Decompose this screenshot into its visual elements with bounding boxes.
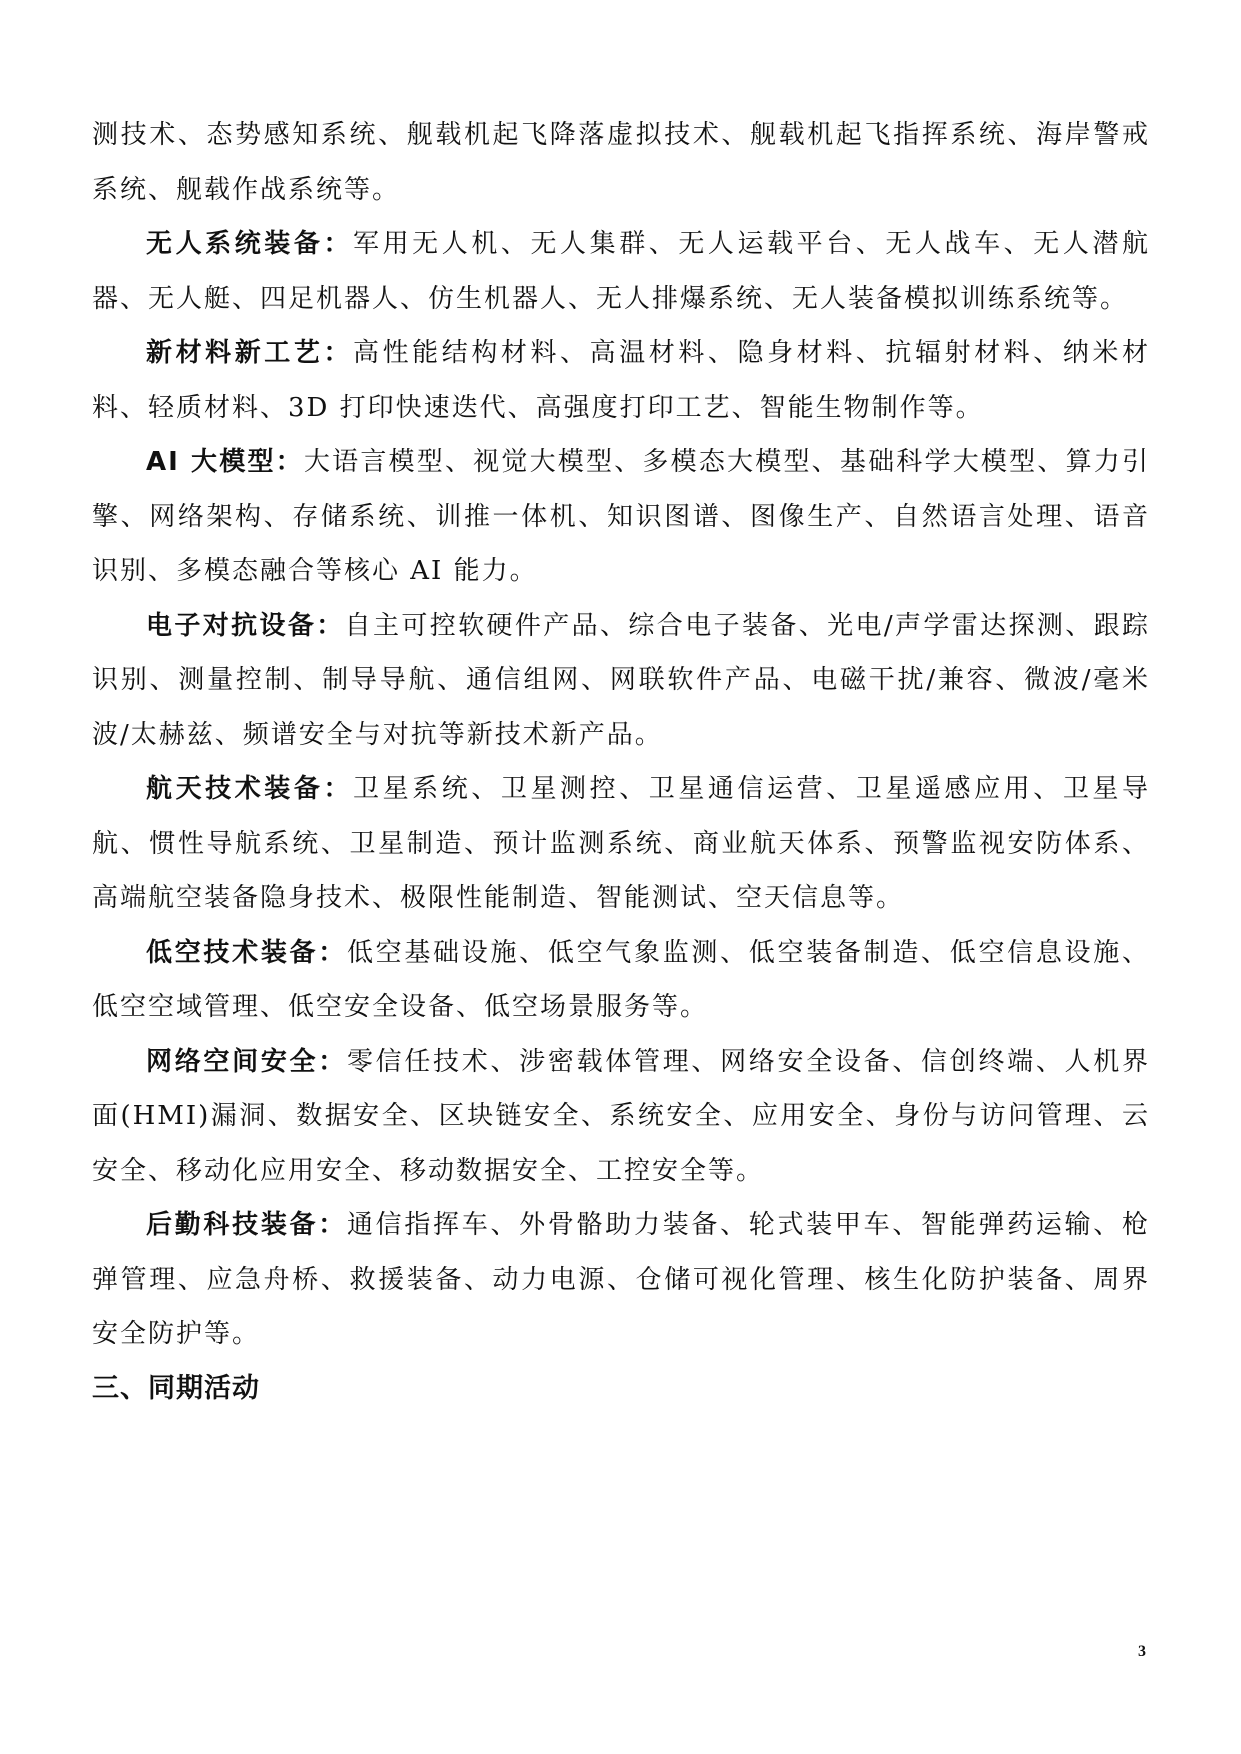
paragraph-lead: 网络空间安全： bbox=[146, 1046, 347, 1077]
paragraph-ai-models bbox=[92, 435, 1150, 599]
paragraph-aerospace bbox=[92, 762, 1150, 926]
paragraph-text: 零信任技术、涉密载体管理、网络安全设备、信创终端、人机界面(HMI)漏洞、数据安全、区块链安全、系统安全、应用安全、身份与访问管理、云安全、移动化应用安全、移动数据安全、工控安全等。 bbox=[92, 1046, 1150, 1186]
paragraph-low-altitude bbox=[92, 926, 1150, 1035]
paragraph-text: 通信指挥车、外骨骼助力装备、轮式装甲车、智能弹药运输、枪弹管理、应急舟桥、救援装备、动力电源、仓储可视化管理、核生化防护装备、周界安全防护等。 bbox=[92, 1210, 1150, 1349]
paragraph-logistics bbox=[92, 1198, 1150, 1362]
paragraph-lead: 航天技术装备： bbox=[146, 774, 354, 804]
paragraph-lead: 新材料新工艺： bbox=[146, 338, 354, 368]
paragraph-new-materials bbox=[92, 326, 1150, 435]
paragraph-unmanned-systems bbox=[92, 217, 1150, 326]
paragraph-text: 高性能结构材料、高温材料、隐身材料、抗辐射材料、纳米材料、轻质材料、3D 打印快速迭代、高强度打印工艺、智能生物制作等。 bbox=[92, 338, 1150, 423]
paragraph-text: 卫星系统、卫星测控、卫星通信运营、卫星遥感应用、卫星导航、惯性导航系统、卫星制造、预计监测系统、商业航天体系、预警监视安防体系、高端航空装备隐身技术、极限性能制造、智能测试、空天信息等。 bbox=[92, 774, 1150, 913]
page-number: 3 bbox=[1138, 1643, 1146, 1660]
document-body bbox=[92, 108, 1150, 1416]
paragraph-lead: 电子对抗设备： bbox=[146, 610, 345, 641]
section-heading: 三、同期活动 bbox=[92, 1372, 260, 1404]
paragraph-text: 低空基础设施、低空气象监测、低空装备制造、低空信息设施、低空空域管理、低空安全设备、低空场景服务等。 bbox=[92, 937, 1150, 1022]
paragraph-lead: 低空技术装备： bbox=[146, 937, 347, 968]
paragraph-text: 大语言模型、视觉大模型、多模态大模型、基础科学大模型、算力引擎、网络架构、存储系统、训推一体机、知识图谱、图像生产、自然语言处理、语音识别、多模态融合等核心 AI 能力。 bbox=[92, 447, 1150, 586]
paragraph-naval-tech-continuation bbox=[92, 108, 1150, 217]
paragraph-text: 军用无人机、无人集群、无人运载平台、无人战车、无人潜航器、无人艇、四足机器人、仿生机器人、无人排爆系统、无人装备模拟训练系统等。 bbox=[92, 229, 1150, 314]
paragraph-text: 自主可控软硬件产品、综合电子装备、光电/声学雷达探测、跟踪识别、测量控制、制导导航、通信组网、网联软件产品、电磁干扰/兼容、微波/毫米波/太赫兹、频谱安全与对抗等新技术新产品。 bbox=[92, 610, 1150, 750]
paragraph-lead: 后勤科技装备： bbox=[146, 1210, 347, 1240]
paragraph-lead: 无人系统装备： bbox=[146, 229, 354, 259]
paragraph-cyber-security bbox=[92, 1035, 1150, 1199]
paragraph-electronic-warfare bbox=[92, 599, 1150, 763]
paragraph-text: 测技术、态势感知系统、舰载机起飞降落虚拟技术、舰载机起飞指挥系统、海岸警戒系统、舰载作战系统等。 bbox=[92, 120, 1150, 205]
paragraph-lead: AI 大模型： bbox=[146, 447, 304, 477]
